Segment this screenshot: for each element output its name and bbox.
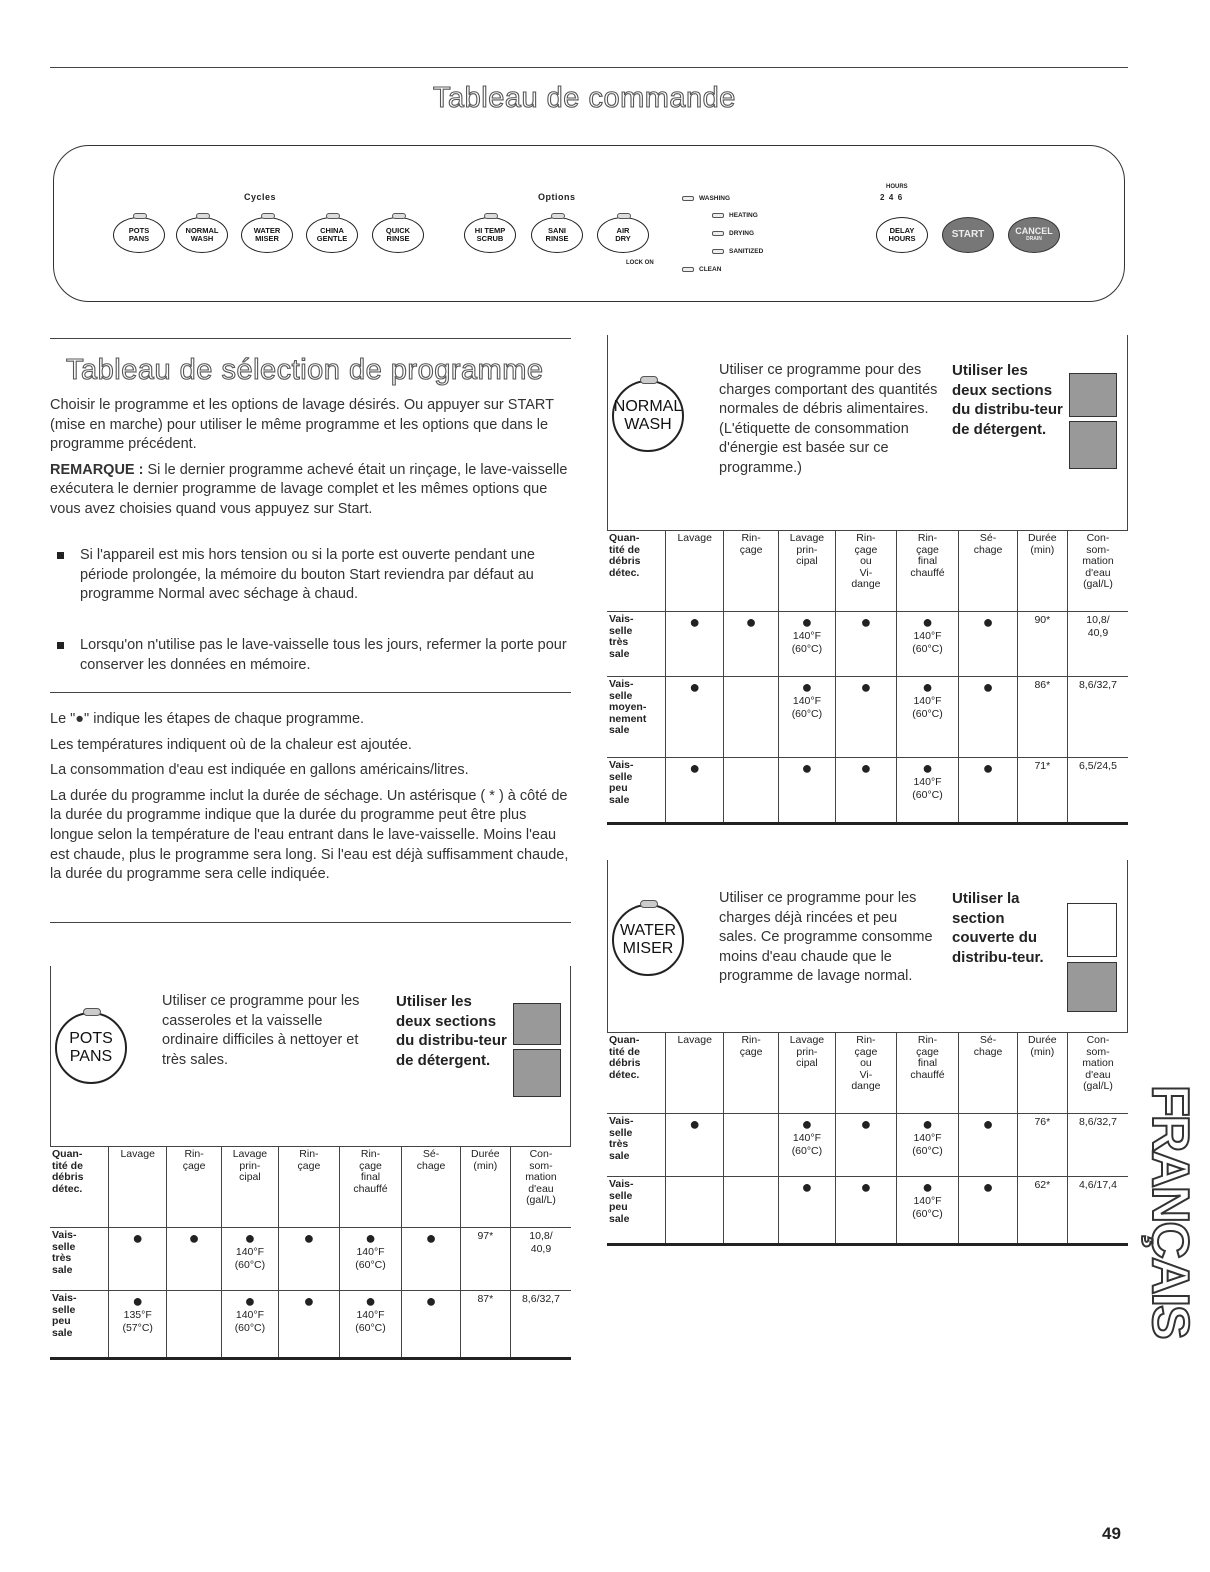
table-cell: ● (959, 1177, 1017, 1245)
column-header: Rin- çage (724, 531, 778, 612)
sani-rinse-button[interactable]: SANI RINSE (531, 217, 583, 253)
table-cell: ● 140°F (60°C) (778, 612, 835, 677)
box-border (607, 335, 608, 530)
note-paragraph: La consommation d'eau est indiquée en gallons américains/litres. (50, 762, 469, 779)
water-miser-icon: WATER MISER (612, 904, 684, 976)
remark-label: REMARQUE : (50, 461, 144, 478)
table-cell: Vais- selle peu sale (607, 758, 665, 824)
section-rule (50, 338, 571, 339)
column-header: Rin- çage (724, 1033, 778, 1114)
table-cell: ● (402, 1228, 460, 1291)
box-border (607, 860, 608, 1032)
quick-rinse-button[interactable]: QUICK RINSE (372, 217, 424, 253)
intro-paragraph: Choisir le programme et les options de lavage désirés. Ou appuyer sur START (mise en marche) pour utiliser le même programme et les options que dans le programme précédent. (50, 397, 554, 453)
section-rule (50, 922, 571, 923)
box-border (570, 966, 571, 1146)
column-header: Rin- çage (167, 1147, 221, 1228)
table-cell: ● (778, 758, 835, 824)
dispenser-pre-icon (1067, 962, 1117, 1012)
table-cell: ● 140°F (60°C) (896, 1114, 959, 1177)
cancel-button[interactable]: CANCEL DRAIN (1008, 217, 1060, 253)
table-cell (724, 1114, 778, 1177)
indicator-light-icon (712, 213, 724, 218)
column-header: Rin- çage ou Vi- dange (836, 531, 897, 612)
table-cell: ● 135°F (57°C) (108, 1291, 166, 1359)
table-cell: ● (402, 1291, 460, 1359)
table-cell: 4,6/17,4 (1067, 1177, 1128, 1245)
table-cell: ● (836, 1114, 897, 1177)
table-cell: ● 140°F (60°C) (778, 1114, 835, 1177)
column-header: Rin- çage final chauffé (896, 1033, 959, 1114)
table-cell: 8,6/32,7 (510, 1291, 571, 1359)
led-icon (196, 213, 210, 219)
table-cell: 10,8/ 40,9 (510, 1228, 571, 1291)
column-header: Sé- chage (959, 1033, 1017, 1114)
table-cell: ● (959, 612, 1017, 677)
led-icon (133, 213, 147, 219)
section-rule (50, 692, 571, 693)
table-cell: ● (665, 758, 723, 824)
led-icon (617, 213, 631, 219)
selection-notes (50, 710, 572, 891)
hours-values: 2 4 6 (880, 193, 903, 202)
column-header: Quan- tité de débris détec. (607, 531, 665, 612)
column-header: Rin- çage final chauffé (896, 531, 959, 612)
dispenser-pre-icon (1069, 421, 1117, 469)
table-row (607, 758, 1128, 824)
table-cell: ● 140°F (60°C) (896, 612, 959, 677)
column-header: Durée (min) (1017, 531, 1067, 612)
box-border (1127, 335, 1128, 530)
table-cell: ● 140°F (60°C) (339, 1228, 402, 1291)
table-row (50, 1228, 571, 1291)
bullet-item: Lorsqu'on n'utilise pas le lave-vaisselle tous les jours, refermer la porte pour conserver les données en mémoire. (80, 636, 572, 675)
column-header: Sé- chage (959, 531, 1017, 612)
box-border (50, 966, 51, 1146)
indicator-light-icon (712, 231, 724, 236)
column-header: Durée (min) (460, 1147, 510, 1228)
table-cell: ● 140°F (60°C) (778, 677, 835, 758)
table-cell (665, 1177, 723, 1245)
table-cell: ● (279, 1228, 340, 1291)
delay-hours-button[interactable]: DELAY HOURS (876, 217, 928, 253)
note-paragraph: Le "●" indique les étapes de chaque programme. (50, 711, 365, 727)
dispenser-covered-icon (1067, 903, 1117, 957)
table-cell: Vais- selle très sale (50, 1228, 108, 1291)
options-label: Options (538, 192, 576, 202)
table-row (607, 677, 1128, 758)
table-row (607, 1114, 1128, 1177)
table-cell: 76* (1017, 1114, 1067, 1177)
indicator-drying: DRYING (712, 230, 754, 237)
control-panel (53, 145, 1125, 302)
table-cell: ● (836, 677, 897, 758)
language-side-label: FRANÇAIS (1141, 1085, 1199, 1338)
dispenser-main-icon (1069, 373, 1117, 417)
bullet-icon (57, 642, 64, 649)
column-header: Con- som- mation d'eau (gal/L) (510, 1147, 571, 1228)
normal-wash-icon: NORMAL WASH (612, 380, 684, 452)
indicator-light-icon (712, 249, 724, 254)
table-cell: Vais- selle très sale (607, 612, 665, 677)
indicator-washing: WASHING (682, 195, 730, 202)
table-cell: Vais- selle peu sale (50, 1291, 108, 1359)
dispenser-pre-icon (513, 1049, 561, 1097)
column-header: Lavage (108, 1147, 166, 1228)
column-header: Rin- çage ou Vi- dange (836, 1033, 897, 1114)
page-number: 49 (1102, 1524, 1121, 1543)
table-cell: 71* (1017, 758, 1067, 824)
table-cell: ● (279, 1291, 340, 1359)
box-border (1127, 860, 1128, 1032)
table-cell (724, 677, 778, 758)
table-cell: 97* (460, 1228, 510, 1291)
note-paragraph: La durée du programme inclut la durée de séchage. Un astérisque ( * ) à côté de la durée du programme indique que la durée du programme peut être plus longue selon la température de l'eau entrant dans le lave-vaisselle. Moins l'eau est chaude, plus le programme sera long. Si l'eau est déjà suffisamment chaude, la durée du programme sera celle indiquée. (50, 787, 569, 883)
table-cell: ● (665, 677, 723, 758)
column-header: Quan- tité de débris détec. (607, 1033, 665, 1114)
column-header: Sé- chage (402, 1147, 460, 1228)
table-cell: 8,6/32,7 (1067, 1114, 1128, 1177)
normal-wash-description: Utiliser ce programme pour des charges comportant des quantités normales de débris alimentaires. (L'étiquette de consommation d'énergie est basée sur ce programme.) (719, 362, 938, 476)
table-cell: Vais- selle très sale (607, 1114, 665, 1177)
normal-wash-button[interactable]: NORMAL WASH (176, 217, 228, 253)
china-gentle-button[interactable]: CHINA GENTLE (306, 217, 358, 253)
table-cell: ● (167, 1228, 221, 1291)
table-cell: 90* (1017, 612, 1067, 677)
start-button[interactable]: START (942, 217, 994, 253)
table-cell: 6,5/24,5 (1067, 758, 1128, 824)
table-cell: ● (836, 758, 897, 824)
bullet-icon (57, 552, 64, 559)
column-header: Con- som- mation d'eau (gal/L) (1067, 531, 1128, 612)
indicator-light-icon (682, 267, 694, 272)
water-miser-description: Utiliser ce programme pour les charges déjà rincées et peu sales. Ce programme consomme moins d'eau chaude que le programme de lavage normal. (719, 890, 933, 985)
column-header: Rin- çage (279, 1147, 340, 1228)
cycles-label: Cycles (244, 192, 277, 202)
table-cell: 10,8/ 40,9 (1067, 612, 1128, 677)
led-icon (261, 213, 275, 219)
indicator-light-icon (682, 196, 694, 201)
column-header: Lavage (665, 531, 723, 612)
hi-temp-scrub-button[interactable]: HI TEMP SCRUB (464, 217, 516, 253)
led-icon (392, 213, 406, 219)
pots-pans-description: Utiliser ce programme pour les casseroles et la vaisselle ordinaire difficiles à nettoyer et très sales. (162, 993, 360, 1068)
note-paragraph: Les températures indiquent où de la chaleur est ajoutée. (50, 736, 412, 753)
normal-wash-table (607, 530, 1128, 825)
remark-paragraph (50, 461, 572, 520)
column-header: Quan- tité de débris détec. (50, 1147, 108, 1228)
water-miser-table (607, 1032, 1128, 1246)
remark-text: Si le dernier programme achevé était un rinçage, le lave-vaisselle exécutera le dernier programme de lavage complet et les mêmes options que vous avez choisies quand vous appuyez sur Start. (50, 461, 568, 517)
column-header: Lavage prin- cipal (778, 531, 835, 612)
table-row (607, 612, 1128, 677)
table-cell: ● 140°F (60°C) (896, 1177, 959, 1245)
table-cell: ● 140°F (60°C) (221, 1291, 278, 1359)
table-cell: 86* (1017, 677, 1067, 758)
column-header: Durée (min) (1017, 1033, 1067, 1114)
water-miser-button[interactable]: WATER MISER (241, 217, 293, 253)
table-cell: Vais- selle moyen- nement sale (607, 677, 665, 758)
indicator-heating: HEATING (712, 212, 758, 219)
indicator-clean: CLEAN (682, 266, 721, 273)
table-cell: ● 140°F (60°C) (896, 677, 959, 758)
table-cell: 8,6/32,7 (1067, 677, 1128, 758)
table-cell: ● (665, 1114, 723, 1177)
table-cell (724, 1177, 778, 1245)
dispenser-main-icon (513, 1003, 561, 1045)
table-row (607, 1177, 1128, 1245)
table-cell: ● (724, 612, 778, 677)
column-header: Con- som- mation d'eau (gal/L) (1067, 1033, 1128, 1114)
pots-pans-detergent: Utiliser les deux sections du distribu-teur de détergent. (396, 993, 507, 1069)
table-cell: ● (836, 612, 897, 677)
pots-pans-button[interactable]: POTS PANS (113, 217, 165, 253)
lock-on-label: LOCK ON (626, 260, 654, 266)
table-cell (167, 1291, 221, 1359)
selection-intro (50, 396, 572, 526)
air-dry-button[interactable]: AIR DRY (597, 217, 649, 253)
table-cell: 62* (1017, 1177, 1067, 1245)
hours-label: HOURS (886, 184, 908, 190)
table-cell: 87* (460, 1291, 510, 1359)
pots-pans-icon: POTS PANS (55, 1012, 127, 1084)
indicator-sanitized: SANITIZED (712, 248, 763, 255)
selection-title: Tableau de sélection de programme (66, 354, 544, 386)
table-cell: ● (959, 758, 1017, 824)
table-cell: ● (665, 612, 723, 677)
column-header: Lavage prin- cipal (221, 1147, 278, 1228)
table-cell: ● (836, 1177, 897, 1245)
column-header: Rin- çage final chauffé (339, 1147, 402, 1228)
table-cell: ● 140°F (60°C) (221, 1228, 278, 1291)
table-cell: ● (959, 1114, 1017, 1177)
table-cell: Vais- selle peu sale (607, 1177, 665, 1245)
column-header: Lavage (665, 1033, 723, 1114)
page-title: Tableau de commande (433, 82, 736, 114)
table-cell: ● (959, 677, 1017, 758)
table-cell: ● (778, 1177, 835, 1245)
normal-wash-detergent: Utiliser les deux sections du distribu-teur de détergent. (952, 362, 1063, 438)
bullet-item: Si l'appareil est mis hors tension ou si la porte est ouverte pendant une période prolongée, la mémoire du bouton Start reviendra par défaut au programme Normal avec séchage à chaud. (80, 546, 572, 605)
table-cell: ● 140°F (60°C) (339, 1291, 402, 1359)
water-miser-detergent: Utiliser la section couverte du distribu-teur. (952, 890, 1044, 966)
pots-pans-table (50, 1146, 571, 1360)
led-icon (484, 213, 498, 219)
led-icon (326, 213, 340, 219)
top-rule (50, 67, 1128, 68)
table-cell: ● 140°F (60°C) (896, 758, 959, 824)
table-row (50, 1291, 571, 1359)
led-icon (551, 213, 565, 219)
column-header: Lavage prin- cipal (778, 1033, 835, 1114)
table-cell: ● (108, 1228, 166, 1291)
table-cell (724, 758, 778, 824)
